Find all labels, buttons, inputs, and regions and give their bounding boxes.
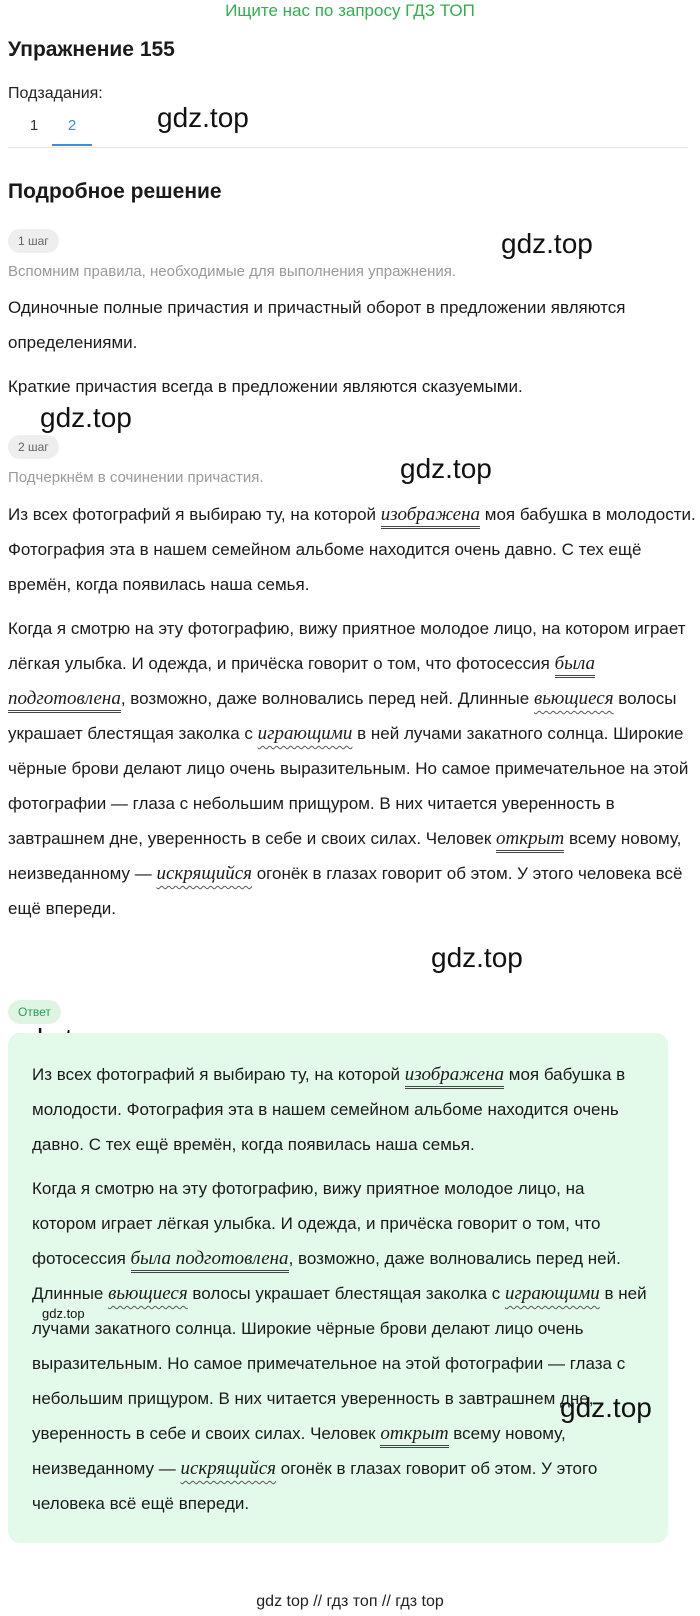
tab-subtask-2[interactable]: 2 [67,117,77,134]
exercise-title: Упражнение 155 [8,38,175,61]
watermark: gdz.top [42,1306,85,1321]
rule-paragraph: Краткие причастия всегда в предложении являются сказуемыми. [8,377,523,396]
watermark: gdz.top [560,1392,652,1423]
section-title: Подробное решение [8,180,222,203]
footer-links: gdz top // гдз топ // гдз top [256,1593,444,1610]
step-hint: Подчеркнём в сочинении причастия. [8,469,264,486]
watermark: gdz.top [501,228,593,259]
tab-subtask-1[interactable]: 1 [29,117,39,134]
watermark: gdz.top [157,102,249,133]
essay-paragraph: Когда я смотрю на эту фотографию, вижу приятное молодое лицо, на котором играет лёгкая улыбка. И одежда, и причёска говорит о том, что фотосессия была подготовлена, возможно, даже волновались перед ней. Длинные вьющиеся волосы украшает блестящая заколка с играющими в ней лучами закатного солнца. Широкие чёрные брови делают лицо очень выразительным. Но самое примечательное на этой фотографии — глаза с небольшим прищуром. В них читается уверенность в завтрашнем дне, уверенность в себе и своих силах. Человек открыт всему новому, неизведанному — искрящийся огонёк в глазах говорит об этом. У этого человека всё ещё впереди. [8,619,689,918]
watermark: gdz.top [431,942,523,973]
essay-paragraph: Из всех фотографий я выбираю ту, на которой изображена моя бабушка в молодости. Фотография эта в нашем семейном альбоме находится очень давно. С тех ещё времён, когда появилась наша семья. [8,504,696,594]
participle-predicate: изображена [405,1064,504,1089]
rules-text [8,290,696,413]
participle-attribute: играющими [505,1283,600,1304]
participle-predicate: была подготовлена [8,653,595,713]
subtasks-label: Подзадания: [8,85,103,102]
participle-predicate: открыт [496,828,564,853]
answer-badge: Ответ [8,1000,61,1024]
watermark: gdz.top [40,402,132,433]
participle-predicate: изображена [381,504,480,529]
participle-attribute: вьющиеся [108,1283,188,1304]
participle-attribute: искрящийся [156,863,252,884]
essay-text [8,497,696,935]
participle-attribute: искрящийся [180,1458,276,1479]
participle-predicate: была подготовлена [131,1248,289,1273]
participle-attribute: играющими [257,723,353,744]
watermark: gdz.top [400,453,492,484]
answer-text [32,1057,652,1530]
step-badge: 2 шаг [8,435,59,459]
rule-paragraph: Одиночные полные причастия и причастный оборот в предложении являются определениями. [8,298,626,352]
step-badge: 1 шаг [8,229,59,253]
search-banner: Ищите нас по запросу ГДЗ ТОП [225,1,475,20]
answer-paragraph: Из всех фотографий я выбираю ту, на которой изображена моя бабушка в молодости. Фотография эта в нашем семейном альбоме находится очень давно. С тех ещё времён, когда появилась наша семья. [32,1064,626,1154]
answer-paragraph: Когда я смотрю на эту фотографию, вижу приятное молодое лицо, на котором играет лёгкая улыбка. И одежда, и причёска говорит о том, что фотосессия была подготовлена, возможно, даже волновались перед ней. Длинные вьющиеся волосы украшает блестящая заколка с играющими в ней лучами закатного солнца. Широкие чёрные брови делают лицо очень выразительным. Но самое примечательное на этой фотографии — глаза с небольшим прищуром. В них читается уверенность в завтрашнем дне, уверенность в себе и своих силах. Человек открыт всему новому, неизведанному — искрящийся огонёк в глазах говорит об этом. У этого человека всё ещё впереди. [32,1179,647,1513]
subtask-tabs [8,110,688,148]
participle-predicate: открыт [380,1423,448,1448]
step-hint: Вспомним правила, необходимые для выполнения упражнения. [8,263,457,280]
active-tab-indicator [52,144,92,146]
participle-attribute: вьющиеся [533,688,614,709]
